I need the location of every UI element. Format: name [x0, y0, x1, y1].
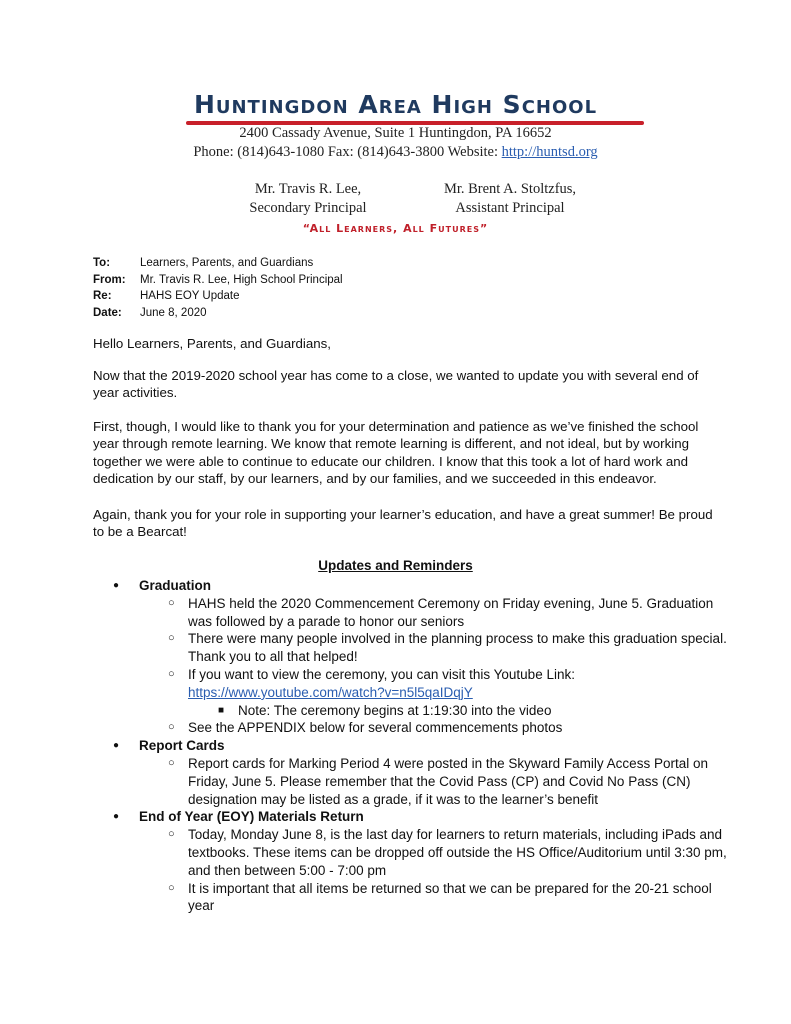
address-block: [0, 124, 791, 162]
section-title: Updates and Reminders: [318, 558, 473, 573]
letterhead: [0, 92, 791, 118]
circle-bullet-icon: ○: [168, 667, 175, 680]
memo-re: Re: HAHS EOY Update: [93, 290, 240, 302]
motto: “All Learners, All Futures”: [302, 222, 489, 235]
principal-stoltzfus: [390, 180, 630, 218]
list-item: ○ HAHS held the 2020 Commencement Ceremony on Friday evening, June 5. Graduation was followed by a parade to honor our seniors: [168, 595, 714, 629]
memo-header: [93, 255, 343, 321]
memo-to: To: Learners, Parents, and Guardians: [93, 257, 314, 269]
bullet-report-cards: ● Report Cards: [113, 737, 733, 755]
list-item-note: ■ Note: The ceremony begins at 1:19:30 into the video: [218, 702, 552, 718]
phone-fax: Phone: (814)643-1080 Fax: (814)643-3800 Website:: [193, 144, 502, 160]
principal-title: Secondary Principal: [249, 200, 367, 216]
circle-bullet-icon: ○: [168, 828, 175, 841]
paragraph-intro: Now that the 2019-2020 school year has come to a close, we wanted to update you with several end of year activities.: [93, 368, 699, 401]
square-bullet-icon: ■: [218, 704, 225, 716]
principal-name: Mr. Brent A. Stoltzfus,: [443, 181, 577, 197]
paragraph-closing: Again, thank you for your role in supporting your learner’s education, and have a great summer! Be proud to be a Bearcat!: [93, 507, 713, 540]
principal-title: Assistant Principal: [455, 200, 565, 216]
circle-bullet-icon: ○: [168, 721, 175, 734]
school-name: Huntingdon Area High School: [193, 90, 598, 119]
contact-line: [0, 143, 791, 162]
memo-date: Date: June 8, 2020: [93, 306, 207, 319]
circle-bullet-icon: ○: [168, 596, 175, 609]
circle-bullet-icon: ○: [168, 756, 175, 769]
paragraph-thanks: First, though, I would like to thank you for your determination and patience as we’ve finished the school year through remote learning. We know that remote learning is different, and not ideal, but by working together we were able to continue to educate our children. I know that this took a lot of hard work and dedication by our staff, by our learners, and by our families, and we succeeded in this endeavor.: [93, 419, 699, 487]
street-address: 2400 Cassady Avenue, Suite 1 Huntingdon, PA 16652: [239, 125, 552, 141]
greeting: Hello Learners, Parents, and Guardians,: [93, 336, 332, 351]
youtube-link[interactable]: https://www.youtube.com/watch?v=n5l5qaIDqjY: [188, 684, 473, 700]
bullet-materials-return: ● End of Year (EOY) Materials Return: [113, 808, 733, 826]
circle-bullet-icon: ○: [168, 632, 175, 645]
updates-list: [113, 577, 733, 915]
list-item: ○ It is important that all items be returned so that we can be prepared for the 20-21 school year: [168, 880, 712, 914]
list-item: ○ Today, Monday June 8, is the last day for learners to return materials, including iPads and textbooks. These items can be dropped off outside the HS Office/Auditorium until 3:30 pm, and then between 5:00 - 7:00 pm: [168, 827, 727, 878]
memo-from: From: Mr. Travis R. Lee, High School Principal: [93, 273, 343, 286]
circle-bullet-icon: ○: [168, 881, 175, 894]
list-item: ○ There were many people involved in the planning process to make this graduation special. Thank you to all that helped!: [168, 631, 727, 665]
list-item: ○ See the APPENDIX below for several commencements photos: [168, 720, 563, 736]
bullet-graduation: ● Graduation: [113, 577, 733, 595]
website-link[interactable]: http://huntsd.org: [501, 144, 598, 160]
list-item: ○ Report cards for Marking Period 4 were posted in the Skyward Family Access Portal on Friday, June 5. Please remember that the Covid Pass (CP) and Covid No Pass (CN) designation may be listed as a grade, if it was to the learner’s benefit: [168, 755, 708, 807]
list-item: ○ If you want to view the ceremony, you can visit this Youtube Link: https://www.youtube.com/watch?v=n5l5qaIDqjY: [168, 666, 575, 700]
principal-name: Mr. Travis R. Lee,: [254, 181, 362, 197]
